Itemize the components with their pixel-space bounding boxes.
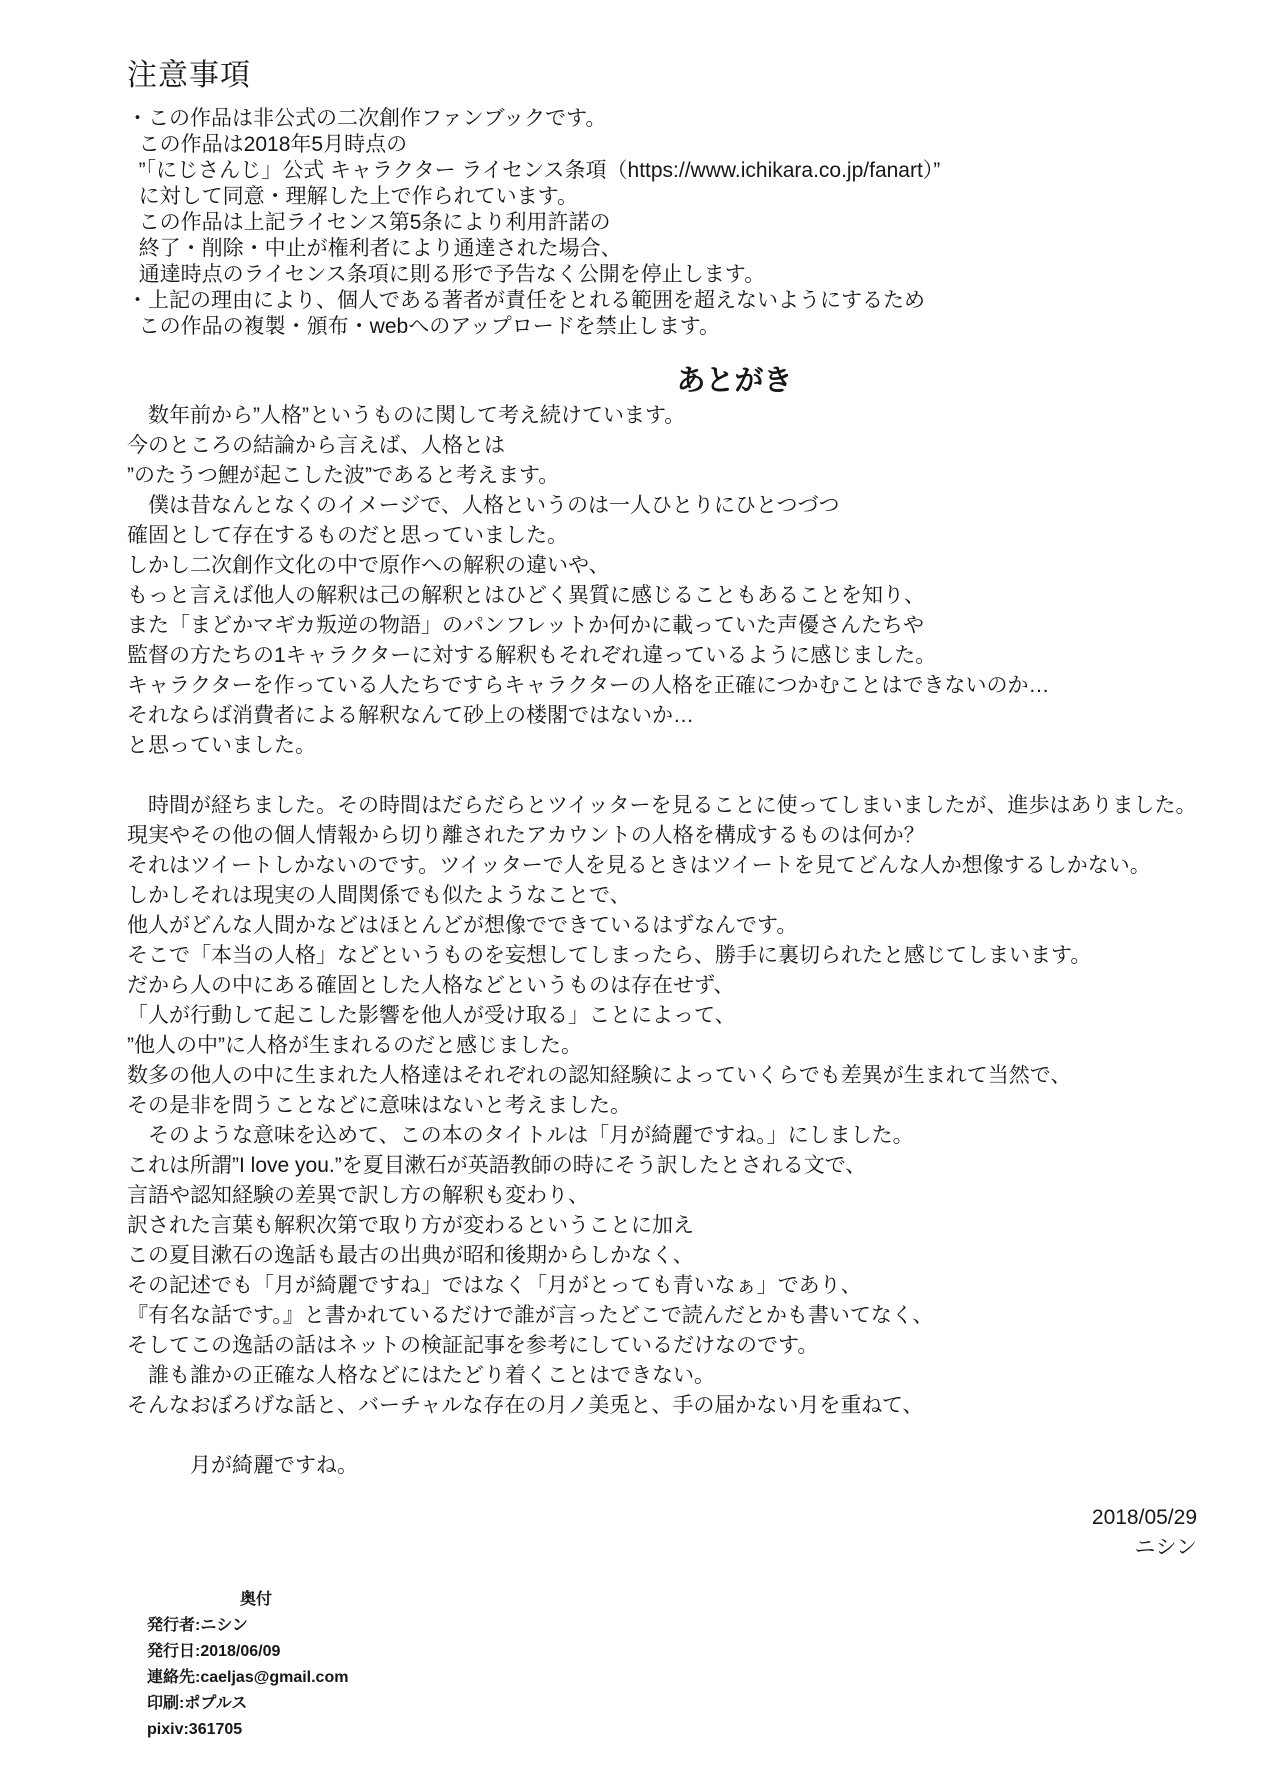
text-line: そしてこの逸話の話はネットの検証記事を参考にしているだけなのです。: [127, 1334, 819, 1357]
text-line: しかし二次創作文化の中で原作への解釈の違いや、: [127, 554, 610, 577]
text-line: pixiv:361705: [147, 1721, 243, 1738]
text-line: 僕は昔なんとなくのイメージで、人格というのは一人ひとりにひとつづつ: [127, 494, 840, 517]
text-line: 数多の他人の中に生まれた人格達はそれぞれの認知経験によっていくらでも差異が生まれて当然で、: [127, 1064, 1072, 1087]
text-line: しかしそれは現実の人間関係でも似たようなことで、: [127, 884, 631, 907]
text-line: 確固として存在するものだと思っていました。: [127, 524, 568, 547]
text-line: その記述でも「月が綺麗ですね」ではなく「月がとっても青いなぁ」であり、: [127, 1274, 862, 1297]
text-line: そんなおぼろげな話と、バーチャルな存在の月ノ美兎と、手の届かない月を重ねて、: [127, 1394, 924, 1417]
text-line: 他人がどんな人間かなどはほとんどが想像でできているはずなんです。: [127, 914, 798, 937]
text-line: また「まどかマギカ叛逆の物語」のパンフレットか何かに載っていた声優さんたちや: [127, 614, 924, 637]
page-content: [127, 60, 1280, 1743]
text-line: そこで「本当の人格」などというものを妄想してしまったら、勝手に裏切られたと感じてしまいます。: [127, 944, 1092, 967]
text-line: この作品は2018年5月時点の: [127, 133, 408, 156]
text-line: その是非を問うことなどに意味はないと考えました。: [127, 1094, 631, 1117]
text-line: 月が綺麗ですね。: [127, 1454, 358, 1477]
text-line: 言語や認知経験の差異で訳し方の解釈も変わり、: [127, 1184, 589, 1207]
text-line: と思っていました。: [127, 734, 316, 757]
notice-text-block: [127, 106, 1280, 340]
text-line: 印刷:ポプルス: [147, 1695, 248, 1712]
colophon-block: [147, 1587, 1280, 1743]
text-line: この夏目漱石の逸話も最古の出典が昭和後期からしかなく、: [127, 1244, 694, 1267]
notice-section-title: 注意事項: [127, 59, 251, 92]
colophon-text-block: [147, 1613, 1280, 1743]
text-line: 発行者:ニシン: [147, 1617, 248, 1634]
text-line: 「人が行動して起こした影響を他人が受け取る」ことによって、: [127, 1004, 736, 1027]
text-line: 現実やその他の個人情報から切り離されたアカウントの人格を構成するものは何か？: [127, 824, 925, 847]
text-line: に対して同意・理解した上で作られています。: [127, 185, 578, 208]
afterword-text-block: [127, 401, 1280, 1481]
text-line: そのような意味を込めて、この本のタイトルは「月が綺麗ですね。」にしました。: [127, 1124, 914, 1147]
text-line: 通達時点のライセンス条項に則る形で予告なく公開を停止します。: [127, 263, 766, 286]
text-line: 時間が経ちました。その時間はだらだらとツイッターを見ることに使ってしまいましたが、進歩はありました。: [127, 794, 1197, 817]
text-line: 誰も誰かの正確な人格などにはたどり着くことはできない。: [127, 1364, 715, 1387]
text-line: 数年前から”人格”というものに関して考え続けています。: [127, 404, 686, 427]
text-line: 今のところの結論から言えば、人格とは: [127, 434, 505, 457]
signature-block: [127, 1503, 1280, 1563]
text-line: 監督の方たちの1キャラクターに対する解釈もそれぞれ違っているように感じました。: [127, 644, 937, 667]
text-line: キャラクターを作っている人たちですらキャラクターの人格を正確につかむことはできないのか…: [127, 674, 1050, 697]
text-line: それはツイートしかないのです。ツイッターで人を見るときはツイートを見てどんな人か想像するしかない。: [127, 854, 1151, 877]
signature-date: 2018/05/29: [1091, 1506, 1197, 1529]
text-line: 連絡先:caeljas@gmail.com: [147, 1669, 349, 1686]
text-line: だから人の中にある確固とした人格などというものは存在せず、: [127, 974, 735, 997]
text-line: 『有名な話です。』と書かれているだけで誰が言ったどこで読んだとかも書いてなく、: [127, 1304, 934, 1327]
text-line: ・上記の理由により、個人である著者が責任をとれる範囲を超えないようにするため: [127, 289, 925, 312]
text-line: この作品は上記ライセンス第5条により利用許諾の: [127, 211, 611, 234]
text-line: ・この作品は非公式の二次創作ファンブックです。: [127, 107, 607, 130]
text-line: これは所謂”I love you.”を夏目漱石が英語教師の時にそう訳したとされる文で、: [127, 1154, 867, 1177]
text-line: [127, 761, 1280, 791]
text-line: ”「にじさんじ」公式 キャラクター ライセンス条項（https://www.ichikara.co.jp/fanart）”: [127, 159, 941, 182]
colophon-title: 奥付: [240, 1591, 273, 1608]
afterword-section-title: あとがき: [676, 365, 793, 397]
text-line: ”他人の中”に人格が生まれるのだと感じました。: [127, 1034, 582, 1057]
text-line: それならば消費者による解釈なんて砂上の楼閣ではないか…: [127, 704, 694, 727]
signature-author: ニシン: [1134, 1536, 1197, 1559]
text-line: 終了・削除・中止が権利者により通達された場合、: [127, 237, 622, 260]
text-line: 発行日:2018/06/09: [147, 1643, 281, 1660]
text-line: 訳された言葉も解釈次第で取り方が変わるということに加え: [127, 1214, 694, 1237]
text-line: [127, 1421, 1280, 1451]
text-line: この作品の複製・頒布・webへのアップロードを禁止します。: [127, 315, 721, 338]
text-line: ”のたうつ鯉が起こした波”であると考えます。: [127, 464, 560, 487]
text-line: もっと言えば他人の解釈は己の解釈とはひどく異質に感じることもあることを知り、: [127, 584, 925, 607]
